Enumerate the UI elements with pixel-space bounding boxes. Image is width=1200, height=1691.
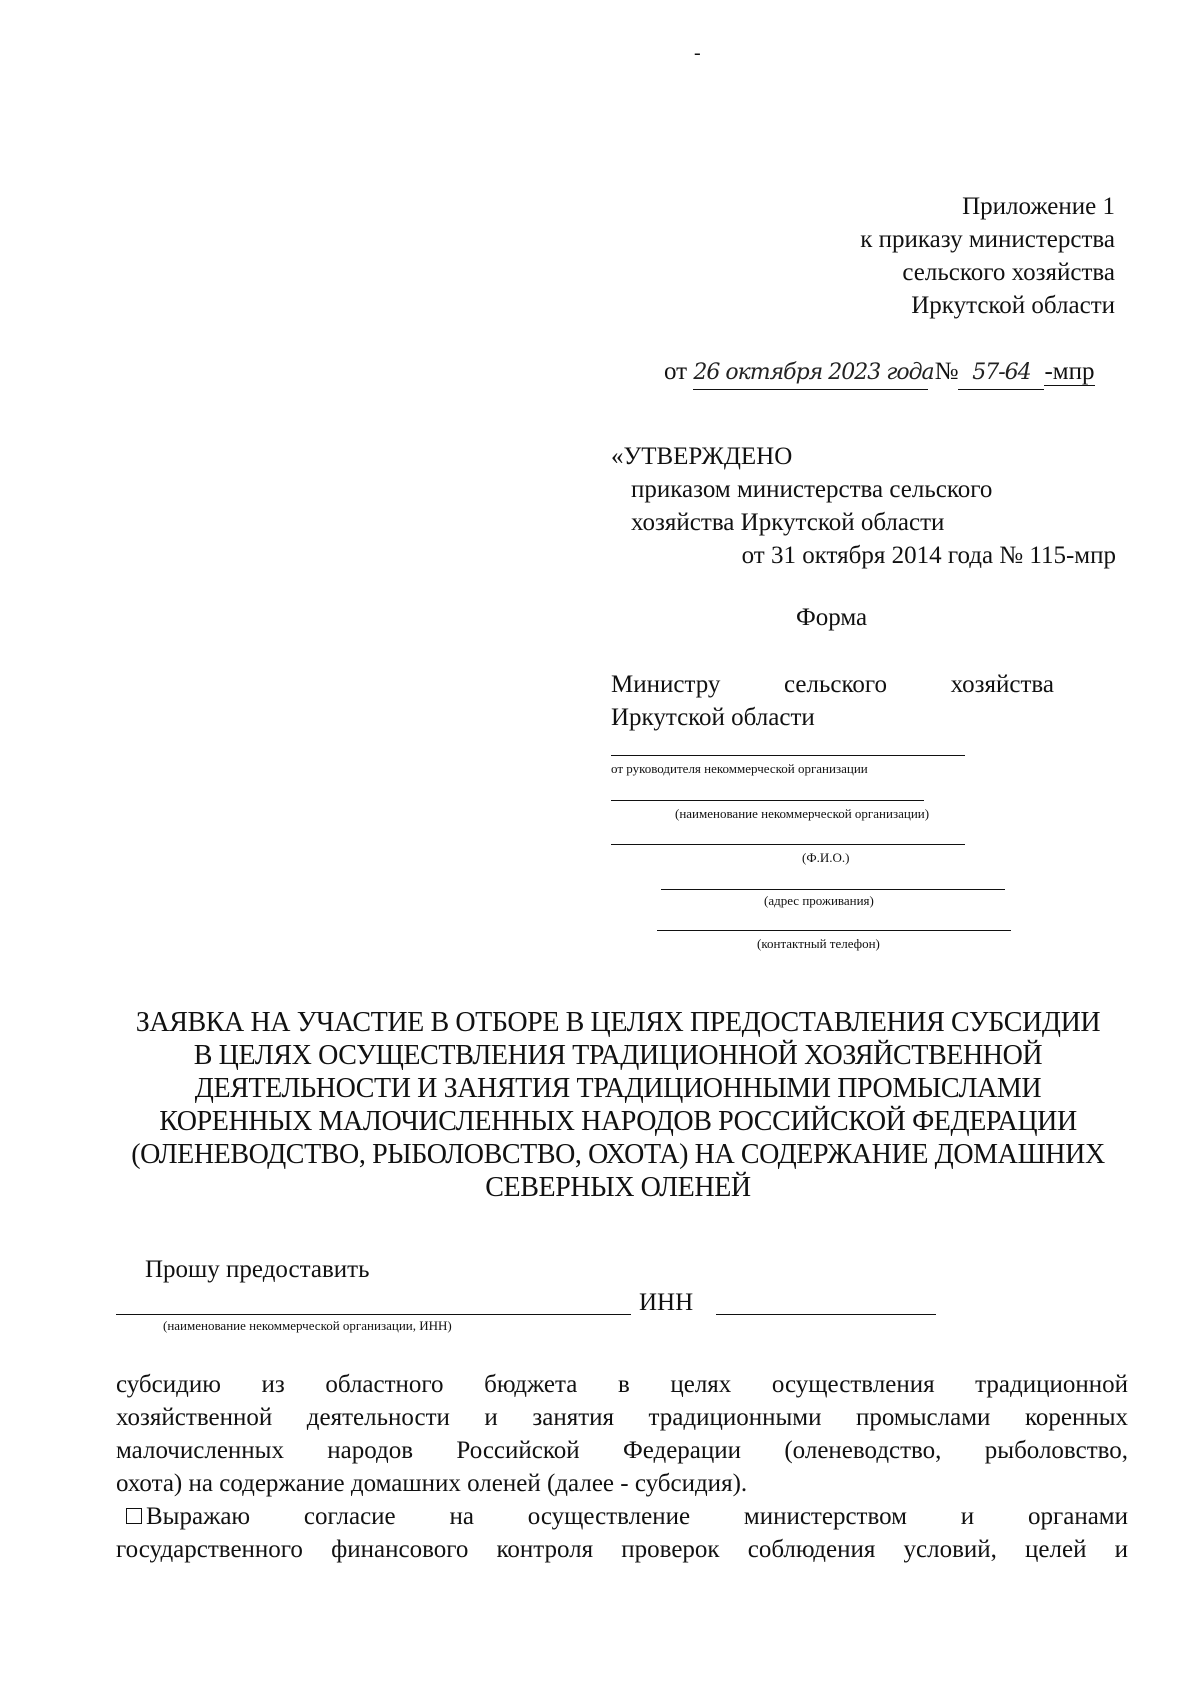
order-prefix: от bbox=[664, 358, 688, 385]
caption-from: от руководителя некоммерческой организации bbox=[611, 761, 868, 776]
org-inn-line bbox=[116, 1314, 631, 1315]
application-title bbox=[108, 1006, 1128, 1204]
consent-line-1 bbox=[116, 1500, 1128, 1533]
paragraph-line: хозяйственной деятельности и занятия традиционными промыслами коренных bbox=[116, 1404, 1128, 1431]
addressee-word: Министру bbox=[611, 671, 721, 698]
order-no-prefix: № bbox=[934, 358, 959, 385]
appendix-line: сельского хозяйства bbox=[902, 259, 1115, 286]
from-line bbox=[611, 755, 965, 756]
title-line: ЗАЯВКА НА УЧАСТИЕ В ОТБОРЕ В ЦЕЛЯХ ПРЕДОСТАВЛЕНИЯ СУБСИДИИ bbox=[135, 1007, 1101, 1038]
order-reference bbox=[664, 355, 1116, 390]
org-name-line bbox=[611, 800, 924, 801]
approved-line: от 31 октября 2014 года № 115-мпр bbox=[741, 542, 1116, 569]
paragraph-line: малочисленных народов Российской Федерации (оленеводство, рыболовство, bbox=[116, 1437, 1128, 1464]
address-line bbox=[661, 889, 1005, 890]
request-caption: (наименование некоммерческой организации, ИНН) bbox=[163, 1318, 452, 1333]
order-no-handwritten: 57-64 bbox=[972, 360, 1031, 385]
caption-address: (адрес проживания) bbox=[764, 893, 874, 908]
top-dash: - bbox=[694, 42, 701, 64]
title-line: В ЦЕЛЯХ ОСУЩЕСТВЛЕНИЯ ТРАДИЦИОННОЙ ХОЗЯЙСТВЕННОЙ bbox=[193, 1040, 1043, 1071]
order-date-handwritten: 26 октября 2023 года bbox=[693, 360, 934, 385]
title-line: СЕВЕРНЫХ ОЛЕНЕЙ bbox=[485, 1172, 751, 1203]
order-no-suffix: -мпр bbox=[1044, 358, 1095, 385]
caption-org-name: (наименование некоммерческой организации) bbox=[675, 806, 930, 821]
order-no-field bbox=[958, 355, 1044, 390]
paragraph-line: охота) на содержание домашних оленей (далее - субсидия). bbox=[116, 1470, 748, 1497]
consent-line: государственного финансового контроля проверок соблюдения условий, целей и bbox=[116, 1536, 1128, 1563]
order-date-field bbox=[693, 355, 934, 390]
inn-label: ИНН bbox=[639, 1289, 694, 1316]
caption-fio: (Ф.И.О.) bbox=[802, 850, 850, 865]
appendix-line: Приложение 1 bbox=[962, 193, 1115, 220]
phone-line bbox=[657, 930, 1011, 931]
title-line: КОРЕННЫХ МАЛОЧИСЛЕННЫХ НАРОДОВ РОССИЙСКОЙ ФЕДЕРАЦИИ bbox=[159, 1106, 1077, 1137]
appendix-line: к приказу министерства bbox=[860, 226, 1115, 253]
consent-checkbox[interactable] bbox=[126, 1508, 142, 1524]
approved-block bbox=[611, 440, 1116, 572]
fio-line bbox=[611, 844, 965, 845]
appendix-block bbox=[700, 190, 1115, 322]
title-line: (ОЛЕНЕВОДСТВО, РЫБОЛОВСТВО, ОХОТА) НА СОДЕРЖАНИЕ ДОМАШНИХ bbox=[131, 1139, 1105, 1170]
consent-line: Выражаю согласие на осуществление министерством и органами bbox=[146, 1503, 1128, 1530]
paragraph-line: субсидию из областного бюджета в целях осуществления традиционной bbox=[116, 1371, 1128, 1398]
approved-line: хозяйства Иркутской области bbox=[631, 509, 945, 536]
addressee-word: сельского bbox=[783, 671, 887, 698]
inn-line bbox=[716, 1314, 936, 1315]
approved-line: приказом министерства сельского bbox=[631, 476, 993, 503]
addressee-word: хозяйства bbox=[950, 671, 1054, 698]
form-label: Форма bbox=[796, 604, 868, 631]
caption-phone: (контактный телефон) bbox=[757, 936, 880, 951]
consent-paragraph bbox=[116, 1500, 1128, 1566]
appendix-line: Иркутской области bbox=[911, 292, 1115, 319]
request-intro: Прошу предоставить bbox=[145, 1256, 370, 1283]
approved-title: «УТВЕРЖДЕНО bbox=[611, 443, 793, 470]
addressee-line-2: Иркутской области bbox=[611, 704, 815, 731]
request-paragraph bbox=[116, 1368, 1128, 1500]
addressee-line-1 bbox=[611, 668, 1054, 701]
title-line: ДЕЯТЕЛЬНОСТИ И ЗАНЯТИЯ ТРАДИЦИОННЫМИ ПРОМЫСЛАМИ bbox=[194, 1073, 1042, 1104]
